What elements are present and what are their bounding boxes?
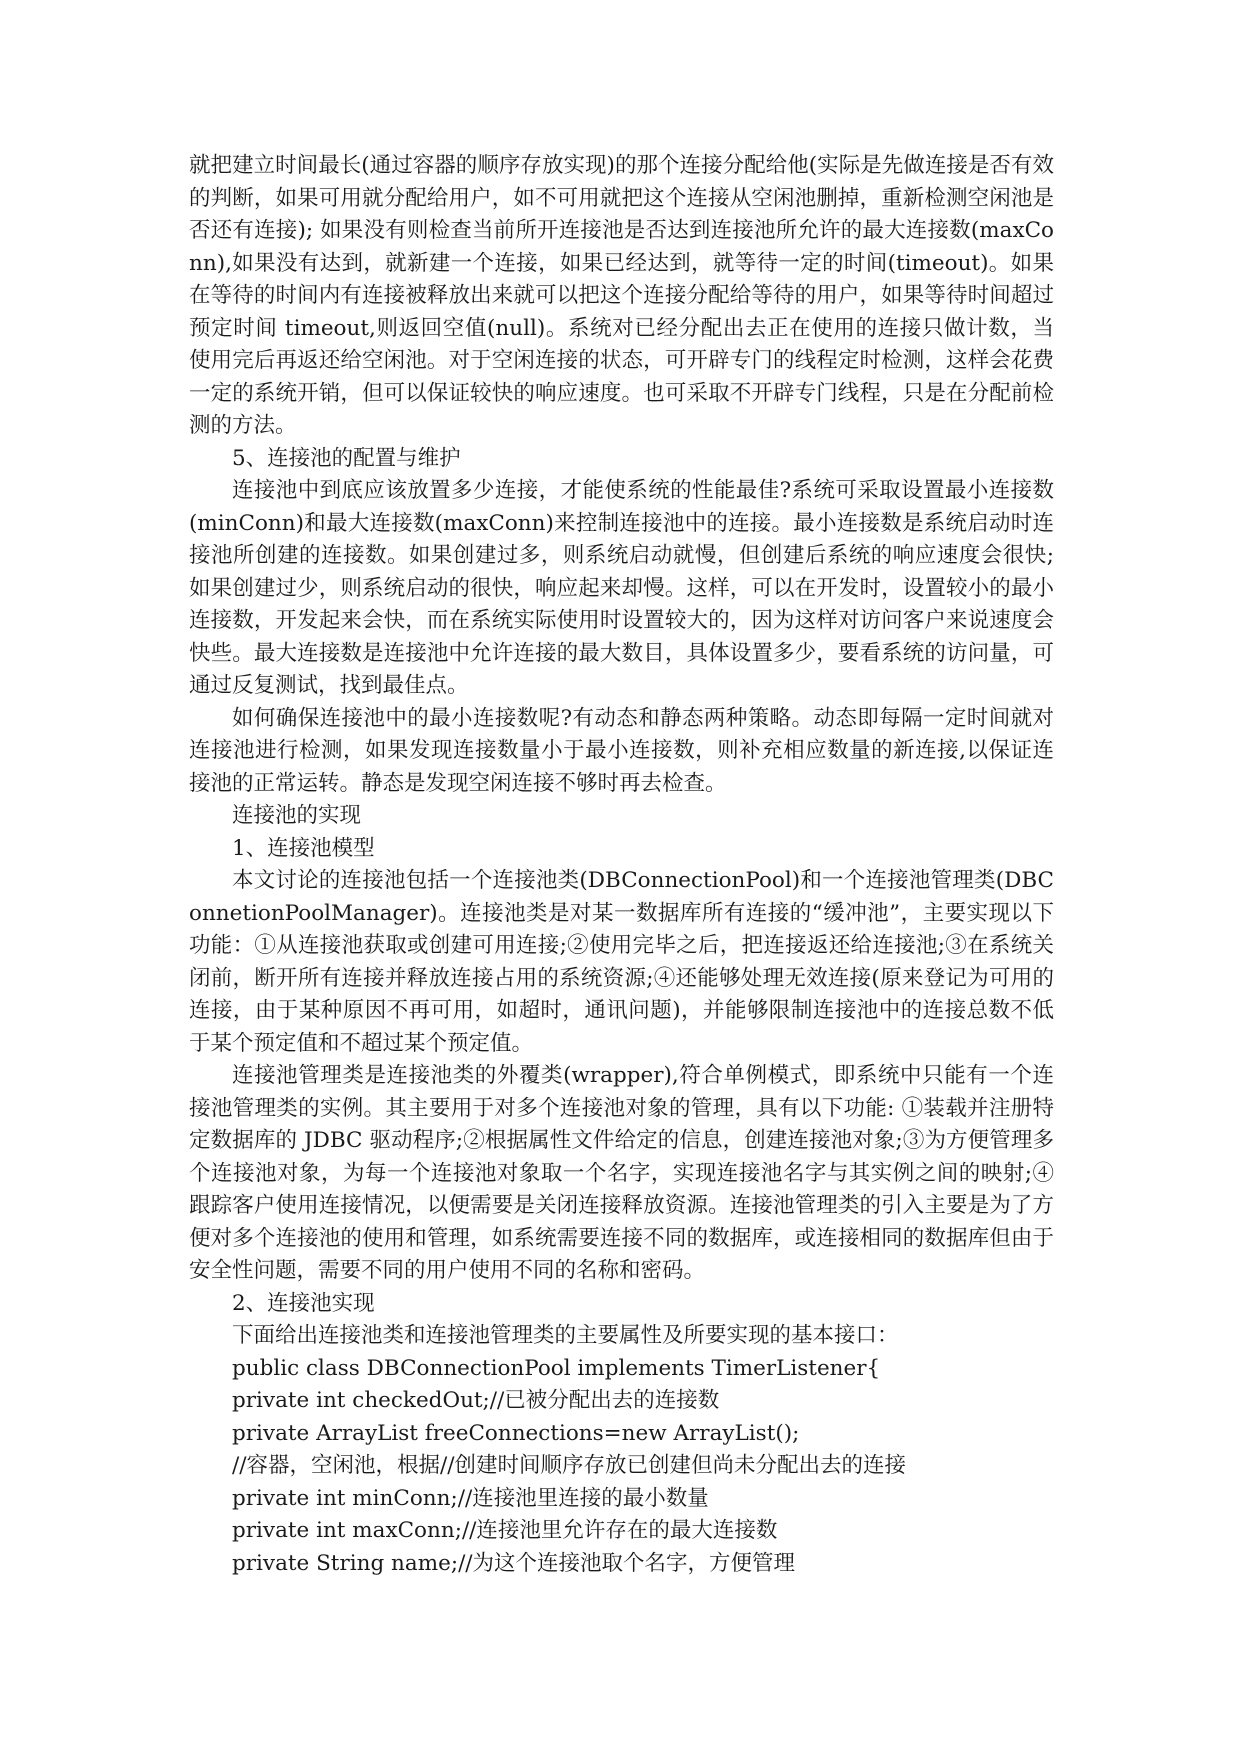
section-heading-pool-model: 1、连接池模型: [232, 835, 375, 861]
paragraph-min-connections: 如何确保连接池中的最小连接数呢?有动态和静态两种策略。动态即每隔一定时间就对连接池进行检测，如果发现连接数量小于最小连接数，则补充相应数量的新连接,以保证连接池的正常运转。静态是发现空闲连接不够时再去检查。: [189, 705, 1054, 796]
code-line: private String name;//为这个连接池取个名字，方便管理: [232, 1550, 796, 1576]
paragraph-pool-manager: 连接池管理类是连接池类的外覆类(wrapper),符合单例模式，即系统中只能有一个连接池管理类的实例。其主要用于对多个连接池对象的管理，具有以下功能: ①装载并注册特定数据库的 JDBC 驱动程序;②根据属性文件给定的信息，创建连接池对象;③为方便管理多个连接池对象，为每一个连接池对象取一个名字，实现连接池名字与其实例之间的映射;④跟踪客户使用连接情况，以便需要是关闭连接释放资源。连接池管理类的引入主要是为了方便对多个连接池的使用和管理，如系统需要连接不同的数据库，或连接相同的数据库但由于安全性问题，需要不同的用户使用不同的名称和密码。: [189, 1063, 1054, 1283]
code-line: private ArrayList freeConnections=new ArrayList();: [232, 1420, 800, 1446]
document-page: [189, 150, 1054, 1580]
code-block: [189, 1353, 1054, 1581]
code-line: //容器，空闲池，根据//创建时间顺序存放已创建但尚未分配出去的连接: [232, 1453, 906, 1478]
section-heading-pool-code: 2、连接池实现: [232, 1290, 375, 1316]
paragraph-pool-class: 本文讨论的连接池包括一个连接池类(DBConnectionPool)和一个连接池管理类(DBConnetionPoolManager)。连接池类是对某一数据库所有连接的“缓冲池”，主要实现以下功能：①从连接池获取或创建可用连接;②使用完毕之后，把连接返还给连接池;③在系统关闭前，断开所有连接并释放连接占用的系统资源;④还能够处理无效连接(原来登记为可用的连接，由于某种原因不再可用，如超时，通讯问题)，并能够限制连接池中的连接总数不低于某个预定值和不超过某个预定值。: [189, 868, 1054, 1056]
paragraph-code-intro: 下面给出连接池类和连接池管理类的主要属性及所要实现的基本接口：: [232, 1323, 899, 1348]
code-line: private int checkedOut;//已被分配出去的连接数: [232, 1388, 720, 1413]
code-line: private int minConn;//连接池里连接的最小数量: [232, 1485, 709, 1511]
code-line: public class DBConnectionPool implements TimerListener{: [232, 1355, 881, 1381]
section-heading-pool-implementation: 连接池的实现: [232, 803, 362, 828]
code-line: private int maxConn;//连接池里允许存在的最大连接数: [232, 1518, 778, 1543]
section-heading-pool-config: 5、连接池的配置与维护: [232, 445, 461, 471]
paragraph-pool-size: 连接池中到底应该放置多少连接，才能使系统的性能最佳?系统可采取设置最小连接数(minConn)和最大连接数(maxConn)来控制连接池中的连接。最小连接数是系统启动时连接池所创建的连接数。如果创建过多，则系统启动就慢，但创建后系统的响应速度会很快;如果创建过少，则系统启动的很快，响应起来却慢。这样，可以在开发时，设置较小的最小连接数，开发起来会快，而在系统实际使用时设置较大的，因为这样对访问客户来说速度会快些。最大连接数是连接池中允许连接的最大数目，具体设置多少，要看系统的访问量，可通过反复测试，找到最佳点。: [189, 478, 1054, 698]
paragraph-connection-allocation: 就把建立时间最长(通过容器的顺序存放实现)的那个连接分配给他(实际是先做连接是否有效的判断，如果可用就分配给用户，如不可用就把这个连接从空闲池删掉，重新检测空闲池是否还有连接); 如果没有则检查当前所开连接池是否达到连接池所允许的最大连接数(maxConn),如果没有达到，就新建一个连接，如果已经达到，就等待一定的时间(timeout)。如果在等待的时间内有连接被释放出来就可以把这个连接分配给等待的用户，如果等待时间超过预定时间 timeout,则返回空值(null)。系统对已经分配出去正在使用的连接只做计数，当使用完后再返还给空闲池。对于空闲连接的状态，可开辟专门的线程定时检测，这样会花费一定的系统开销，但可以保证较快的响应速度。也可采取不开辟专门线程，只是在分配前检测的方法。: [189, 153, 1054, 438]
